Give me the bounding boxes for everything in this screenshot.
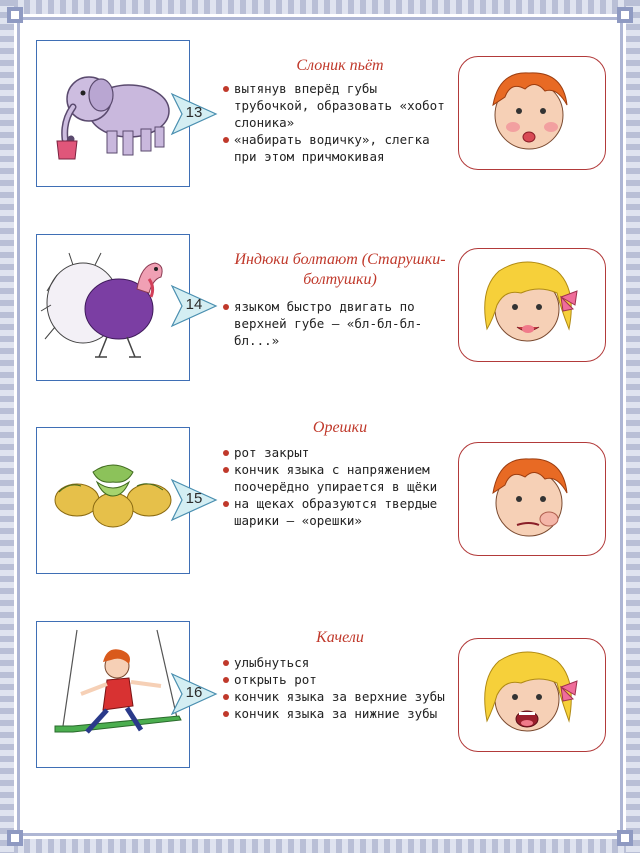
page-border-left <box>0 0 14 853</box>
boy-face-icon <box>459 57 605 169</box>
corner-ornament-icon <box>614 827 636 849</box>
swing-icon <box>37 622 189 767</box>
exercise-title: Слоник пьёт <box>296 57 384 74</box>
inner-frame-top <box>18 17 622 20</box>
step-item: улыбнуться <box>222 654 458 671</box>
inner-frame-bottom <box>18 833 622 836</box>
boy-face-icon <box>459 443 605 555</box>
step-item: вытянув вперёд губы трубочкой, образовать «хобот слоника» <box>222 80 458 131</box>
inner-frame-right <box>620 18 623 835</box>
exercise-title: Орешки <box>312 419 368 436</box>
step-item: «набирать водичку», слегка при этом причмокивая <box>222 131 458 165</box>
corner-ornament-icon <box>4 827 26 849</box>
exercise-number: 15 <box>185 490 203 507</box>
turkey-icon <box>37 235 189 380</box>
hazelnuts-illustration <box>36 427 190 574</box>
exercise-steps <box>222 444 458 529</box>
exercise-number: 14 <box>185 296 203 313</box>
step-item: открыть рот <box>222 671 458 688</box>
corner-ornament-icon <box>614 4 636 26</box>
exercise-number-badge <box>168 478 220 522</box>
girl-face-icon <box>459 249 605 361</box>
face-illustration <box>458 248 606 362</box>
girl-face-icon <box>459 639 605 751</box>
exercise-title: Индюки болтают (Старушки-болтушки) <box>234 251 446 288</box>
exercise-number: 13 <box>185 104 203 121</box>
elephant-illustration <box>36 40 190 187</box>
exercise-number-badge <box>168 284 220 328</box>
exercise-steps <box>222 298 458 349</box>
step-item: языком быстро двигать по верхней губе – «бл-бл-бл-бл...» <box>222 298 458 349</box>
corner-ornament-icon <box>4 4 26 26</box>
exercise-number-badge <box>168 92 220 136</box>
face-illustration <box>458 56 606 170</box>
face-illustration <box>458 638 606 752</box>
exercise-steps <box>222 654 458 722</box>
step-item: рот закрыт <box>222 444 458 461</box>
hazelnut-icon <box>37 428 189 573</box>
exercise-title: Качели <box>316 629 364 646</box>
exercise-steps <box>222 80 458 165</box>
inner-frame-left <box>17 18 20 835</box>
face-illustration <box>458 442 606 556</box>
elephant-icon <box>37 41 189 186</box>
step-item: на щеках образуются твердые шарики – «орешки» <box>222 495 458 529</box>
page-border-top <box>0 0 640 14</box>
step-item: кончик языка с напряжением поочерёдно упирается в щёки <box>222 461 458 495</box>
exercise-number: 16 <box>185 684 203 701</box>
step-item: кончик языка за верхние зубы <box>222 688 458 705</box>
turkey-illustration <box>36 234 190 381</box>
page-border-right <box>626 0 640 853</box>
step-item: кончик языка за нижние зубы <box>222 705 458 722</box>
exercise-number-badge <box>168 672 220 716</box>
swing-illustration <box>36 621 190 768</box>
page-border-bottom <box>0 839 640 853</box>
